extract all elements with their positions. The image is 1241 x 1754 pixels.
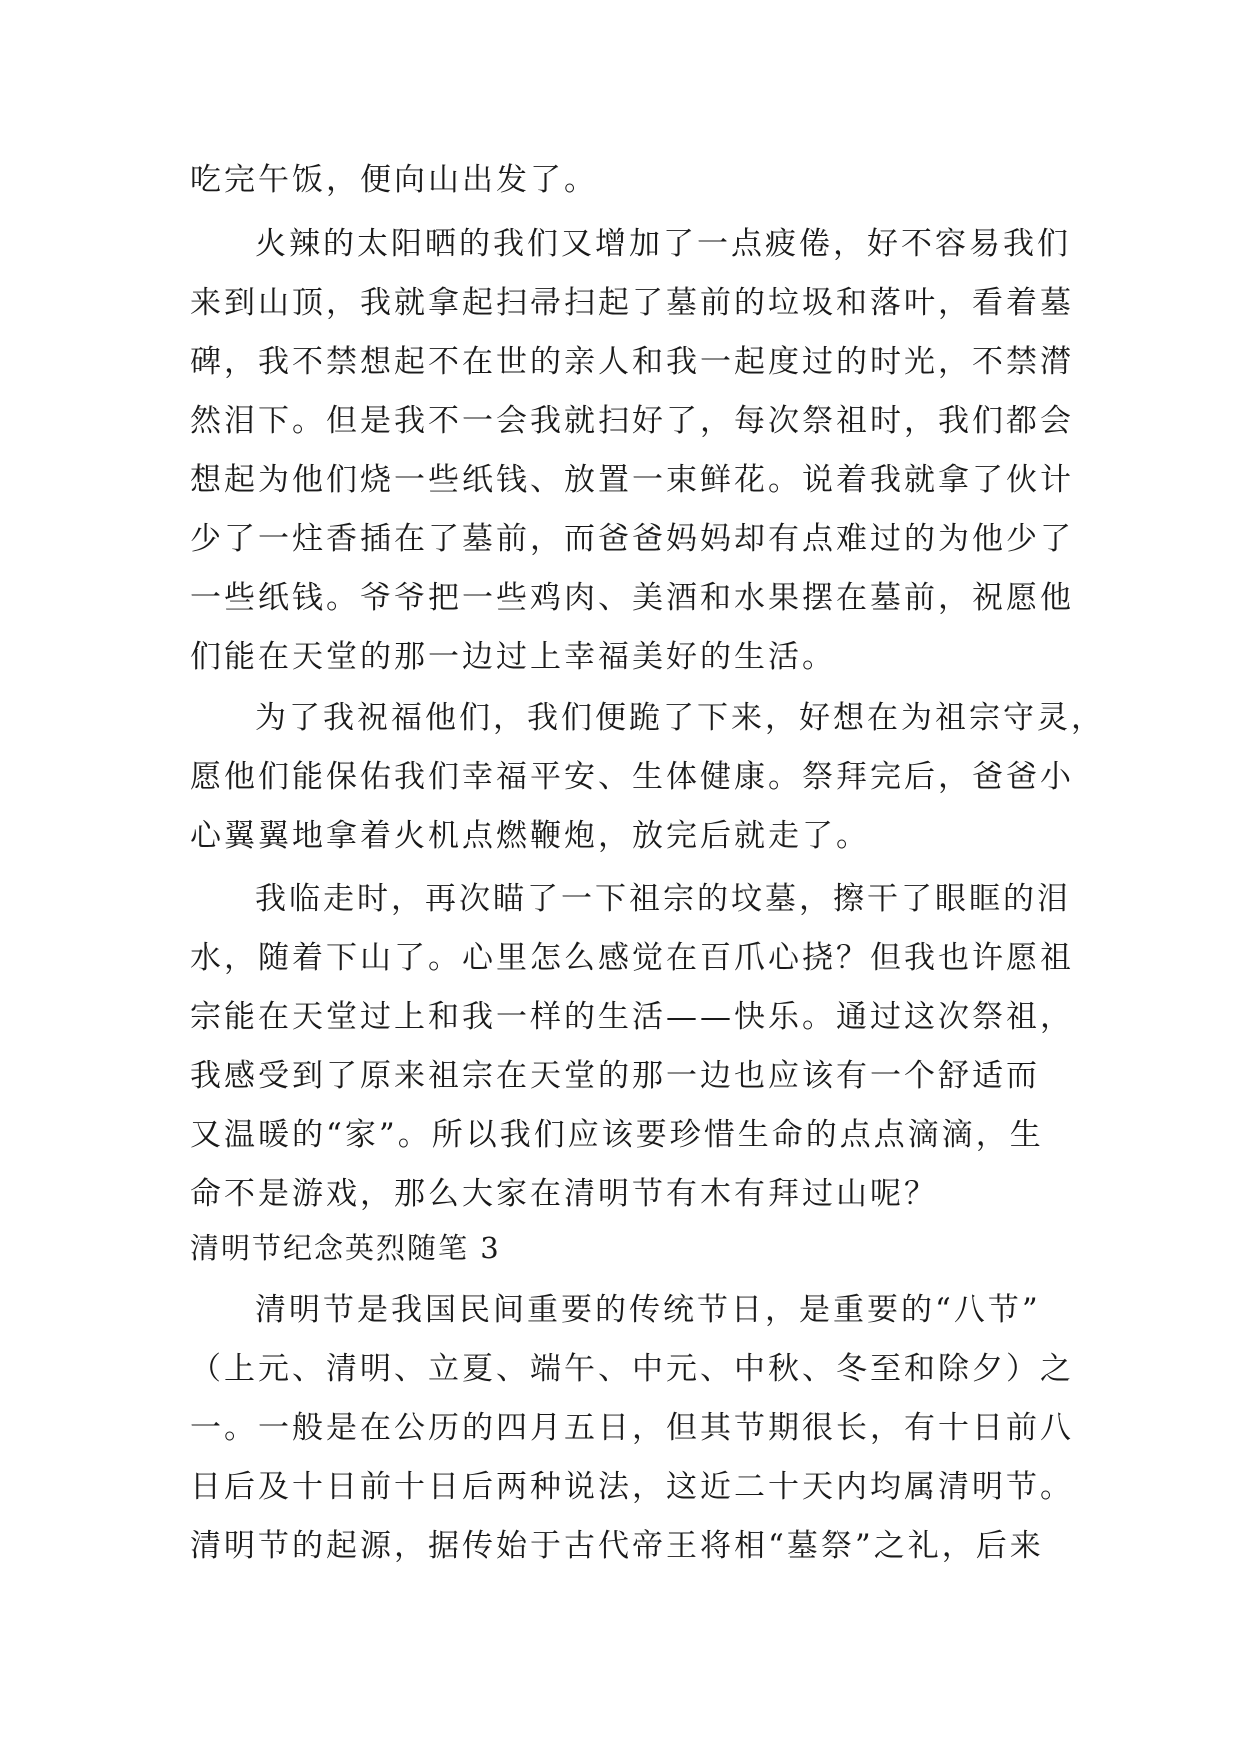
text-line: 吃完午饭，便向山出发了。 (190, 162, 598, 198)
text-line: 命不是游戏，那么大家在清明节有木有拜过山呢？ (190, 1176, 938, 1212)
paragraph-first-line: 火辣的太阳晒的我们又增加了一点疲倦，好不容易我们 (255, 226, 1071, 262)
section-heading: 清明节纪念英烈随笔 3 (190, 1231, 501, 1265)
text-line: 清明节的起源，据传始于古代帝王将相“墓祭”之礼，后来 (190, 1528, 1044, 1564)
text-line: 宗能在天堂过上和我一样的生活——快乐。通过这次祭祖， (190, 999, 1074, 1035)
paragraph-first-line: 为了我祝福他们，我们便跪了下来，好想在为祖宗守灵， (255, 700, 1105, 736)
text-line: 愿他们能保佑我们幸福平安、生体健康。祭拜完后，爸爸小 (190, 759, 1074, 795)
text-line: 又温暖的“家”。所以我们应该要珍惜生命的点点滴滴，生 (190, 1117, 1044, 1153)
text-line: 我感受到了原来祖宗在天堂的那一边也应该有一个舒适而 (190, 1058, 1040, 1094)
text-line: 来到山顶，我就拿起扫帚扫起了墓前的垃圾和落叶，看着墓 (190, 285, 1074, 321)
text-line: 水，随着下山了。心里怎么感觉在百爪心挠？但我也许愿祖 (190, 940, 1074, 976)
text-line: 碑，我不禁想起不在世的亲人和我一起度过的时光，不禁潸 (190, 344, 1074, 380)
text-line: 日后及十日前十日后两种说法，这近二十天内均属清明节。 (190, 1469, 1074, 1505)
text-line: 心翼翼地拿着火机点燃鞭炮，放完后就走了。 (190, 818, 870, 854)
paragraph-first-line: 清明节是我国民间重要的传统节日，是重要的“八节” (255, 1292, 1041, 1328)
text-line: 然泪下。但是我不一会我就扫好了，每次祭祖时，我们都会 (190, 403, 1074, 439)
text-line: 一些纸钱。爷爷把一些鸡肉、美酒和水果摆在墓前，祝愿他 (190, 580, 1074, 616)
text-line: 们能在天堂的那一边过上幸福美好的生活。 (190, 639, 836, 675)
text-line: 少了一炷香插在了墓前，而爸爸妈妈却有点难过的为他少了 (190, 521, 1074, 557)
paragraph-first-line: 我临走时，再次瞄了一下祖宗的坟墓，擦干了眼眶的泪 (255, 881, 1071, 917)
text-line: 想起为他们烧一些纸钱、放置一束鲜花。说着我就拿了伙计 (190, 462, 1074, 498)
text-line: （上元、清明、立夏、端午、中元、中秋、冬至和除夕）之 (190, 1351, 1074, 1387)
text-line: 一。一般是在公历的四月五日，但其节期很长，有十日前八 (190, 1410, 1074, 1446)
